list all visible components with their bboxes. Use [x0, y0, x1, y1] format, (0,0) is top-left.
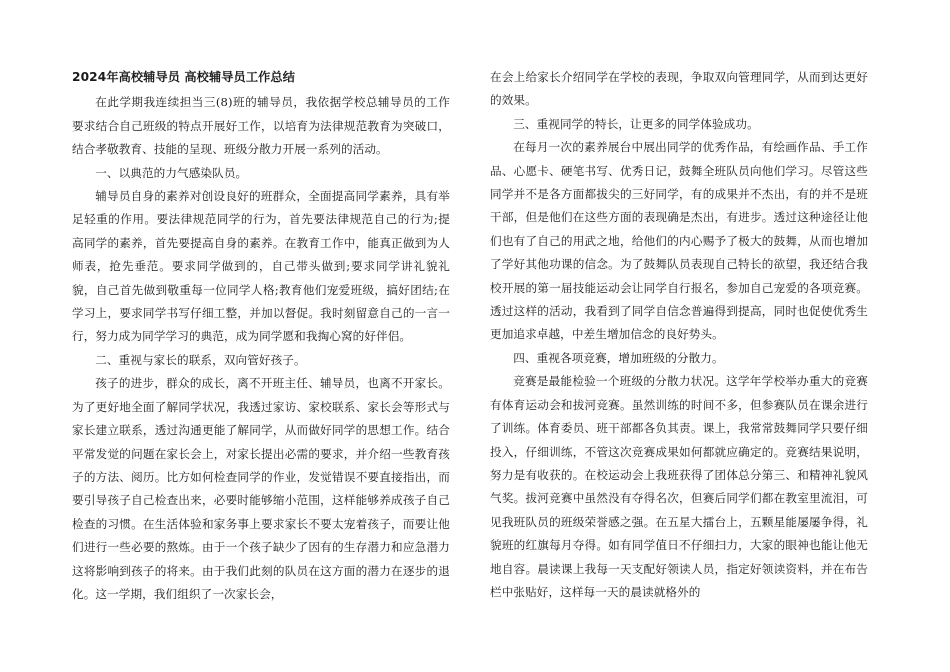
section-heading-4: 四、重视各项竞赛，增加班级的分散力。 [513, 350, 724, 365]
section-heading-2: 二、重视与家长的联系，双向管好孩子。 [95, 352, 306, 367]
paragraph-section-3: 在每月一次的素养展台中展出同学的优秀作品，有绘画作品、手工作品、心愿卡、硬笔书写、优秀日记，鼓舞全班队员向他们学习。尽管这些同学并不是各方面都拔尖的三好同学，有的成果并不杰出，有的并不是班干部，但是他们在这些方面的表现确是杰出，有进步。透过这种途径让他们也有了自己的用武之地，给他们的内心赐予了极大的鼓舞，从而也增加了学好其他功课的信念。为了鼓舞队员表现自己特长的欲望，我还结合我校开展的第一届技能运动会让同学自行报名，参加自己宠爱的各项竞赛。透过这样的活动，我看到了同学自信念普遍得到提高，同时也促使优秀生更加追求卓越，中差生增加信念的良好势头。 [490, 140, 868, 342]
document-title: 2024年高校辅导员 高校辅导员工作总结 [72, 70, 295, 84]
paragraph-section-4: 竞赛是最能检验一个班级的分散力状况。这学年学校举办重大的竞赛有体育运动会和拔河竞赛。虽然训练的时间不多，但参赛队员在课余进行了训练。体育委员、班干部都各负其责。课上，我常常鼓舞同学只要仔细投入，仔细训练，不管这次竞赛成果如何都就应确定的。竞赛结果说明，努力是有收获的。在校运动会上我班获得了团体总分第三、和精神礼貌风气奖。拔河竞赛中虽然没有夺得名次，但赛后同学们都在教室里流泪，可见我班队员的班级荣誉感之强。在五星大擂台上，五颗星能屡屡争得，礼貌班的红旗每月夺得。如有同学值日不仔细扫力，大家的眼神也能让他无地自容。晨读课上我每一天支配好领读人员，指定好领读资料，并在布告栏中张贴好，这样每一天的晨读就格外的 [490, 374, 868, 599]
left-column [72, 66, 450, 606]
right-column [490, 66, 868, 604]
paragraph-intro: 在此学期我连续担当三(8)班的辅导员，我依据学校总辅导员的工作要求结合自己班级的特点开展好工作，以培育为法律规范教育为突破口，结合孝敬教育、技能的呈现、班级分散力开展一系列的活动。 [72, 95, 450, 157]
paragraph-section-2: 孩子的进步，群众的成长，离不开班主任、辅导员，也离不开家长。为了更好地全面了解同学状况，我透过家访、家校联系、家长会等形式与家长建立联系，透过沟通更能了解同学，从而做好同学的思想工作。结合平常发觉的问题在家长会上，对家长提出必需的要求，并介绍一些教育孩子的方法、阅历。比方如何检查同学的作业，发觉错误不要直接指出，而要引导孩子自己检查出来，必要时能够缩小范围，这样能够养成孩子自己检查的习惯。在生活体验和家务事上要求家长不要太宠着孩子，而要让他们进行一些必要的熬炼。由于一个孩子缺少了因有的生存潜力和应急潜力这将影响到孩子的将来。由于我们此刻的队员在这方面的潜力在逐步的退化。这一学期，我们组织了一次家长会， [72, 376, 450, 601]
section-heading-3: 三、重视同学的特长，让更多的同学体验成功。 [513, 116, 759, 131]
section-heading-1: 一、以典范的力气感染队员。 [95, 165, 248, 180]
paragraph-section-1: 辅导员自身的素养对创设良好的班群众，全面提高同学素养，具有举足轻重的作用。要法律规范同学的行为，首先要法律规范自己的行为;提高同学的素养，首先要提高自身的素养。在教育工作中，能真正做到为人师表，抢先垂范。要求同学做到的，自己带头做到;要求同学讲礼貌礼貌，自己首先做到敬重每一位同学人格;教育他们宠爱班级，搞好团结;在学习上，要求同学书写仔细工整，并加以督促。我时刻留意自己的一言一行，努力成为同学学习的典范，成为同学愿和我掏心窝的好伴侣。 [72, 189, 450, 344]
paragraph-continued: 在会上给家长介绍同学在学校的表现，争取双向管理同学，从而到达更好的效果。 [490, 70, 868, 108]
